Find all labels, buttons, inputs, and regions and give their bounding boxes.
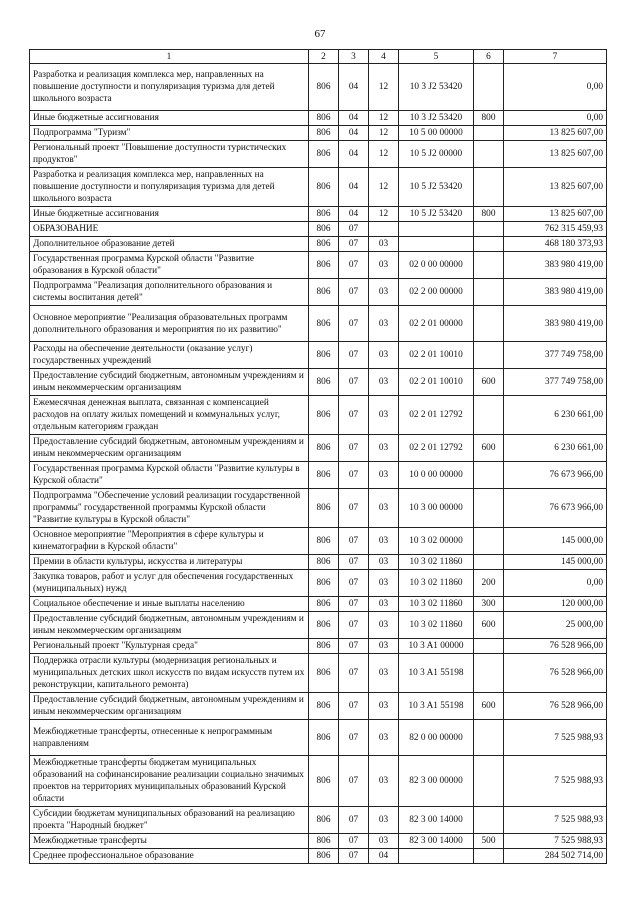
row-amount-cell: 76 673 966,00 — [504, 462, 607, 489]
row-expense-type-cell — [474, 237, 504, 252]
row-subsection-cell — [369, 222, 399, 237]
table-row — [30, 396, 607, 435]
row-name-cell: Межбюджетные трансферты — [30, 834, 309, 849]
row-subsection-cell: 12 — [369, 207, 399, 222]
row-section-cell: 07 — [339, 570, 369, 597]
table-row — [30, 489, 607, 528]
table-row — [30, 693, 607, 720]
row-target-article-cell: 10 3 A1 55198 — [399, 693, 474, 720]
row-code-cell: 806 — [309, 141, 339, 168]
table-row — [30, 612, 607, 639]
row-name-cell: ОБРАЗОВАНИЕ — [30, 222, 309, 237]
row-amount-cell: 377 749 758,00 — [504, 342, 607, 369]
row-amount-cell: 284 502 714,00 — [504, 849, 607, 864]
row-name-cell: Предоставление субсидий бюджетным, автономным учреждениям и иным некоммерческим организациям — [30, 693, 309, 720]
table-row — [30, 639, 607, 654]
table-row — [30, 720, 607, 756]
row-name-cell: Разработка и реализация комплекса мер, направленных на повышение доступности и популяризация туризма для детей школьного возраста — [30, 64, 309, 111]
row-subsection-cell: 03 — [369, 252, 399, 279]
row-name-cell: Премии в области культуры, искусства и литературы — [30, 555, 309, 570]
row-subsection-cell: 03 — [369, 306, 399, 342]
row-target-article-cell: 10 3 02 11860 — [399, 597, 474, 612]
row-section-cell: 07 — [339, 756, 369, 807]
row-expense-type-cell — [474, 756, 504, 807]
row-expense-type-cell: 300 — [474, 597, 504, 612]
row-subsection-cell: 03 — [369, 528, 399, 555]
row-expense-type-cell: 200 — [474, 570, 504, 597]
row-expense-type-cell — [474, 279, 504, 306]
row-target-article-cell: 02 2 01 10010 — [399, 369, 474, 396]
header-row — [30, 50, 607, 64]
row-expense-type-cell — [474, 168, 504, 207]
row-target-article-cell — [399, 237, 474, 252]
table-row — [30, 279, 607, 306]
row-section-cell: 04 — [339, 126, 369, 141]
row-target-article-cell: 02 2 01 10010 — [399, 342, 474, 369]
row-subsection-cell: 03 — [369, 597, 399, 612]
row-amount-cell: 76 528 966,00 — [504, 693, 607, 720]
row-section-cell: 04 — [339, 207, 369, 222]
row-amount-cell: 7 525 988,93 — [504, 756, 607, 807]
budget-table — [29, 49, 607, 864]
row-amount-cell: 13 825 607,00 — [504, 141, 607, 168]
row-subsection-cell: 03 — [369, 435, 399, 462]
row-subsection-cell: 03 — [369, 555, 399, 570]
row-code-cell: 806 — [309, 207, 339, 222]
row-section-cell: 04 — [339, 64, 369, 111]
row-section-cell: 07 — [339, 396, 369, 435]
row-target-article-cell: 02 0 00 00000 — [399, 252, 474, 279]
row-code-cell: 806 — [309, 849, 339, 864]
row-name-cell: Межбюджетные трансферты, отнесенные к непрограммным направлениям — [30, 720, 309, 756]
table-row — [30, 141, 607, 168]
row-name-cell: Основное мероприятие "Реализация образовательных программ дополнительного образования и мероприятия по их развитию" — [30, 306, 309, 342]
row-expense-type-cell: 600 — [474, 435, 504, 462]
table-row — [30, 222, 607, 237]
header-col-6: 6 — [474, 50, 504, 64]
row-section-cell: 07 — [339, 612, 369, 639]
row-name-cell: Подпрограмма "Туризм" — [30, 126, 309, 141]
row-name-cell: Ежемесячная денежная выплата, связанная с компенсацией расходов на оплату жилых помещений и коммунальных услуг, отдельным категориям граждан — [30, 396, 309, 435]
table-row — [30, 342, 607, 369]
row-name-cell: Поддержка отрасли культуры (модернизация региональных и муниципальных детских школ искусств по видам искусств путем их реконструкции, капитального ремонта) — [30, 654, 309, 693]
row-expense-type-cell — [474, 807, 504, 834]
row-code-cell: 806 — [309, 462, 339, 489]
row-target-article-cell: 10 3 02 11860 — [399, 555, 474, 570]
row-subsection-cell: 03 — [369, 654, 399, 693]
row-amount-cell: 13 825 607,00 — [504, 168, 607, 207]
row-subsection-cell: 12 — [369, 168, 399, 207]
page-number: 67 — [314, 28, 326, 40]
row-code-cell: 806 — [309, 555, 339, 570]
row-code-cell: 806 — [309, 222, 339, 237]
row-target-article-cell: 10 5 00 00000 — [399, 126, 474, 141]
row-target-article-cell: 82 0 00 00000 — [399, 720, 474, 756]
row-amount-cell: 6 230 661,00 — [504, 396, 607, 435]
row-subsection-cell: 03 — [369, 834, 399, 849]
row-name-cell: Государственная программа Курской области "Развитие образования в Курской области" — [30, 252, 309, 279]
row-subsection-cell: 12 — [369, 64, 399, 111]
row-target-article-cell: 10 5 J2 00000 — [399, 141, 474, 168]
row-section-cell: 07 — [339, 306, 369, 342]
row-target-article-cell: 10 3 J2 53420 — [399, 64, 474, 111]
header-col-1: 1 — [30, 50, 309, 64]
row-expense-type-cell: 800 — [474, 207, 504, 222]
row-name-cell: Дополнительное образование детей — [30, 237, 309, 252]
row-subsection-cell: 03 — [369, 693, 399, 720]
row-target-article-cell: 10 0 00 00000 — [399, 462, 474, 489]
row-code-cell: 806 — [309, 654, 339, 693]
row-subsection-cell: 03 — [369, 396, 399, 435]
row-amount-cell: 76 528 966,00 — [504, 654, 607, 693]
row-section-cell: 04 — [339, 141, 369, 168]
row-expense-type-cell — [474, 64, 504, 111]
row-target-article-cell: 82 3 00 00000 — [399, 756, 474, 807]
header-col-3: 3 — [339, 50, 369, 64]
row-amount-cell: 0,00 — [504, 570, 607, 597]
row-expense-type-cell — [474, 462, 504, 489]
row-code-cell: 806 — [309, 693, 339, 720]
row-amount-cell: 7 525 988,93 — [504, 807, 607, 834]
row-subsection-cell: 12 — [369, 111, 399, 126]
row-expense-type-cell — [474, 126, 504, 141]
row-name-cell: Субсидии бюджетам муниципальных образований на реализацию проекта "Народный бюджет" — [30, 807, 309, 834]
row-code-cell: 806 — [309, 279, 339, 306]
row-code-cell: 806 — [309, 720, 339, 756]
row-code-cell: 806 — [309, 126, 339, 141]
table-row — [30, 126, 607, 141]
row-section-cell: 07 — [339, 489, 369, 528]
row-name-cell: Региональный проект "Культурная среда" — [30, 639, 309, 654]
row-section-cell: 04 — [339, 168, 369, 207]
row-target-article-cell: 10 5 J2 53420 — [399, 207, 474, 222]
row-code-cell: 806 — [309, 342, 339, 369]
row-code-cell: 806 — [309, 489, 339, 528]
row-section-cell: 07 — [339, 807, 369, 834]
row-subsection-cell: 03 — [369, 756, 399, 807]
row-section-cell: 07 — [339, 222, 369, 237]
row-expense-type-cell — [474, 528, 504, 555]
row-section-cell: 07 — [339, 369, 369, 396]
row-expense-type-cell — [474, 141, 504, 168]
table-row — [30, 207, 607, 222]
row-target-article-cell: 02 2 00 00000 — [399, 279, 474, 306]
row-target-article-cell: 10 3 02 11860 — [399, 612, 474, 639]
header-col-2: 2 — [309, 50, 339, 64]
row-expense-type-cell — [474, 342, 504, 369]
row-amount-cell: 76 528 966,00 — [504, 639, 607, 654]
table-row — [30, 756, 607, 807]
table-row — [30, 64, 607, 111]
row-subsection-cell: 03 — [369, 279, 399, 306]
row-section-cell: 07 — [339, 279, 369, 306]
row-target-article-cell: 02 2 01 12792 — [399, 396, 474, 435]
row-section-cell: 07 — [339, 654, 369, 693]
table-row — [30, 849, 607, 864]
row-amount-cell: 13 825 607,00 — [504, 207, 607, 222]
row-target-article-cell: 02 2 01 12792 — [399, 435, 474, 462]
row-section-cell: 07 — [339, 462, 369, 489]
table-row — [30, 462, 607, 489]
row-section-cell: 07 — [339, 237, 369, 252]
row-amount-cell: 0,00 — [504, 64, 607, 111]
row-subsection-cell: 03 — [369, 570, 399, 597]
table-row — [30, 834, 607, 849]
row-expense-type-cell — [474, 252, 504, 279]
row-code-cell: 806 — [309, 237, 339, 252]
row-expense-type-cell: 600 — [474, 693, 504, 720]
row-target-article-cell: 10 3 00 00000 — [399, 489, 474, 528]
row-amount-cell: 145 000,00 — [504, 555, 607, 570]
header-col-7: 7 — [504, 50, 607, 64]
row-subsection-cell: 03 — [369, 237, 399, 252]
row-amount-cell: 7 525 988,93 — [504, 720, 607, 756]
row-target-article-cell: 10 5 J2 53420 — [399, 168, 474, 207]
table-row — [30, 807, 607, 834]
row-section-cell: 07 — [339, 720, 369, 756]
row-expense-type-cell — [474, 489, 504, 528]
row-expense-type-cell: 600 — [474, 369, 504, 396]
row-section-cell: 07 — [339, 597, 369, 612]
row-amount-cell: 25 000,00 — [504, 612, 607, 639]
table-row — [30, 555, 607, 570]
row-code-cell: 806 — [309, 111, 339, 126]
table-row — [30, 435, 607, 462]
row-section-cell: 07 — [339, 435, 369, 462]
row-expense-type-cell — [474, 720, 504, 756]
row-name-cell: Расходы на обеспечение деятельности (оказание услуг) государственных учреждений — [30, 342, 309, 369]
row-subsection-cell: 03 — [369, 342, 399, 369]
row-subsection-cell: 04 — [369, 849, 399, 864]
table-row — [30, 168, 607, 207]
row-code-cell: 806 — [309, 807, 339, 834]
row-name-cell: Межбюджетные трансферты бюджетам муниципальных образований на софинансирование реализации социально значимых проектов на территориях муниципальных образований Курской области — [30, 756, 309, 807]
row-code-cell: 806 — [309, 612, 339, 639]
table-row — [30, 306, 607, 342]
row-name-cell: Государственная программа Курской области "Развитие культуры в Курской области" — [30, 462, 309, 489]
row-name-cell: Подпрограмма "Реализация дополнительного образования и системы воспитания детей" — [30, 279, 309, 306]
row-amount-cell: 377 749 758,00 — [504, 369, 607, 396]
row-code-cell: 806 — [309, 639, 339, 654]
row-expense-type-cell — [474, 639, 504, 654]
row-section-cell: 07 — [339, 528, 369, 555]
row-target-article-cell: 10 3 A1 00000 — [399, 639, 474, 654]
row-subsection-cell: 03 — [369, 612, 399, 639]
table-row — [30, 528, 607, 555]
row-subsection-cell: 03 — [369, 489, 399, 528]
row-code-cell: 806 — [309, 756, 339, 807]
table-row — [30, 111, 607, 126]
row-section-cell: 07 — [339, 252, 369, 279]
row-code-cell: 806 — [309, 396, 339, 435]
row-expense-type-cell — [474, 849, 504, 864]
row-target-article-cell: 10 3 02 11860 — [399, 570, 474, 597]
row-name-cell: Региональный проект "Повышение доступности туристических продуктов" — [30, 141, 309, 168]
row-section-cell: 07 — [339, 555, 369, 570]
row-section-cell: 07 — [339, 849, 369, 864]
row-expense-type-cell — [474, 654, 504, 693]
row-name-cell: Основное мероприятие "Мероприятия в сфере культуры и кинематографии в Курской области" — [30, 528, 309, 555]
row-name-cell: Подпрограмма "Обеспечение условий реализации государственной программы" государственной программы Курской области "Развитие культуры в Курской области" — [30, 489, 309, 528]
row-target-article-cell: 02 2 01 00000 — [399, 306, 474, 342]
row-subsection-cell: 03 — [369, 369, 399, 396]
row-section-cell: 07 — [339, 693, 369, 720]
row-target-article-cell: 10 3 A1 55198 — [399, 654, 474, 693]
row-subsection-cell: 12 — [369, 126, 399, 141]
row-subsection-cell: 03 — [369, 462, 399, 489]
row-code-cell: 806 — [309, 168, 339, 207]
row-amount-cell: 383 980 419,00 — [504, 252, 607, 279]
row-amount-cell: 6 230 661,00 — [504, 435, 607, 462]
row-code-cell: 806 — [309, 597, 339, 612]
row-target-article-cell: 10 3 J2 53420 — [399, 111, 474, 126]
row-subsection-cell: 03 — [369, 807, 399, 834]
row-code-cell: 806 — [309, 369, 339, 396]
row-target-article-cell — [399, 849, 474, 864]
table-row — [30, 237, 607, 252]
row-amount-cell: 145 000,00 — [504, 528, 607, 555]
row-section-cell: 07 — [339, 639, 369, 654]
header-col-4: 4 — [369, 50, 399, 64]
row-amount-cell: 383 980 419,00 — [504, 306, 607, 342]
row-code-cell: 806 — [309, 64, 339, 111]
row-target-article-cell: 10 3 02 00000 — [399, 528, 474, 555]
row-target-article-cell — [399, 222, 474, 237]
row-name-cell: Предоставление субсидий бюджетным, автономным учреждениям и иным некоммерческим организациям — [30, 612, 309, 639]
header-col-5: 5 — [399, 50, 474, 64]
row-amount-cell: 762 315 459,93 — [504, 222, 607, 237]
row-code-cell: 806 — [309, 834, 339, 849]
row-expense-type-cell — [474, 306, 504, 342]
row-name-cell: Предоставление субсидий бюджетным, автономным учреждениям и иным некоммерческим организациям — [30, 369, 309, 396]
row-code-cell: 806 — [309, 435, 339, 462]
row-amount-cell: 0,00 — [504, 111, 607, 126]
row-section-cell: 07 — [339, 342, 369, 369]
row-code-cell: 806 — [309, 570, 339, 597]
row-code-cell: 806 — [309, 528, 339, 555]
row-name-cell: Закупка товаров, работ и услуг для обеспечения государственных (муниципальных) нужд — [30, 570, 309, 597]
table-row — [30, 369, 607, 396]
row-subsection-cell: 03 — [369, 639, 399, 654]
row-expense-type-cell — [474, 222, 504, 237]
row-code-cell: 806 — [309, 306, 339, 342]
row-name-cell: Разработка и реализация комплекса мер, направленных на повышение доступности и популяризация туризма для детей школьного возраста — [30, 168, 309, 207]
row-section-cell: 07 — [339, 834, 369, 849]
row-name-cell: Среднее профессиональное образование — [30, 849, 309, 864]
row-name-cell: Иные бюджетные ассигнования — [30, 111, 309, 126]
row-expense-type-cell — [474, 555, 504, 570]
row-amount-cell: 7 525 988,93 — [504, 834, 607, 849]
row-expense-type-cell: 800 — [474, 111, 504, 126]
table-row — [30, 570, 607, 597]
row-target-article-cell: 82 3 00 14000 — [399, 834, 474, 849]
row-code-cell: 806 — [309, 252, 339, 279]
row-amount-cell: 76 673 966,00 — [504, 489, 607, 528]
row-target-article-cell: 82 3 00 14000 — [399, 807, 474, 834]
row-amount-cell: 468 180 373,93 — [504, 237, 607, 252]
row-subsection-cell: 12 — [369, 141, 399, 168]
table-row — [30, 597, 607, 612]
row-amount-cell: 120 000,00 — [504, 597, 607, 612]
row-subsection-cell: 03 — [369, 720, 399, 756]
row-amount-cell: 383 980 419,00 — [504, 279, 607, 306]
table-row — [30, 654, 607, 693]
row-expense-type-cell: 500 — [474, 834, 504, 849]
row-name-cell: Иные бюджетные ассигнования — [30, 207, 309, 222]
row-name-cell: Социальное обеспечение и иные выплаты населению — [30, 597, 309, 612]
table-row — [30, 252, 607, 279]
row-name-cell: Предоставление субсидий бюджетным, автономным учреждениям и иным некоммерческим организациям — [30, 435, 309, 462]
row-expense-type-cell: 600 — [474, 612, 504, 639]
row-amount-cell: 13 825 607,00 — [504, 126, 607, 141]
row-section-cell: 04 — [339, 111, 369, 126]
row-expense-type-cell — [474, 396, 504, 435]
